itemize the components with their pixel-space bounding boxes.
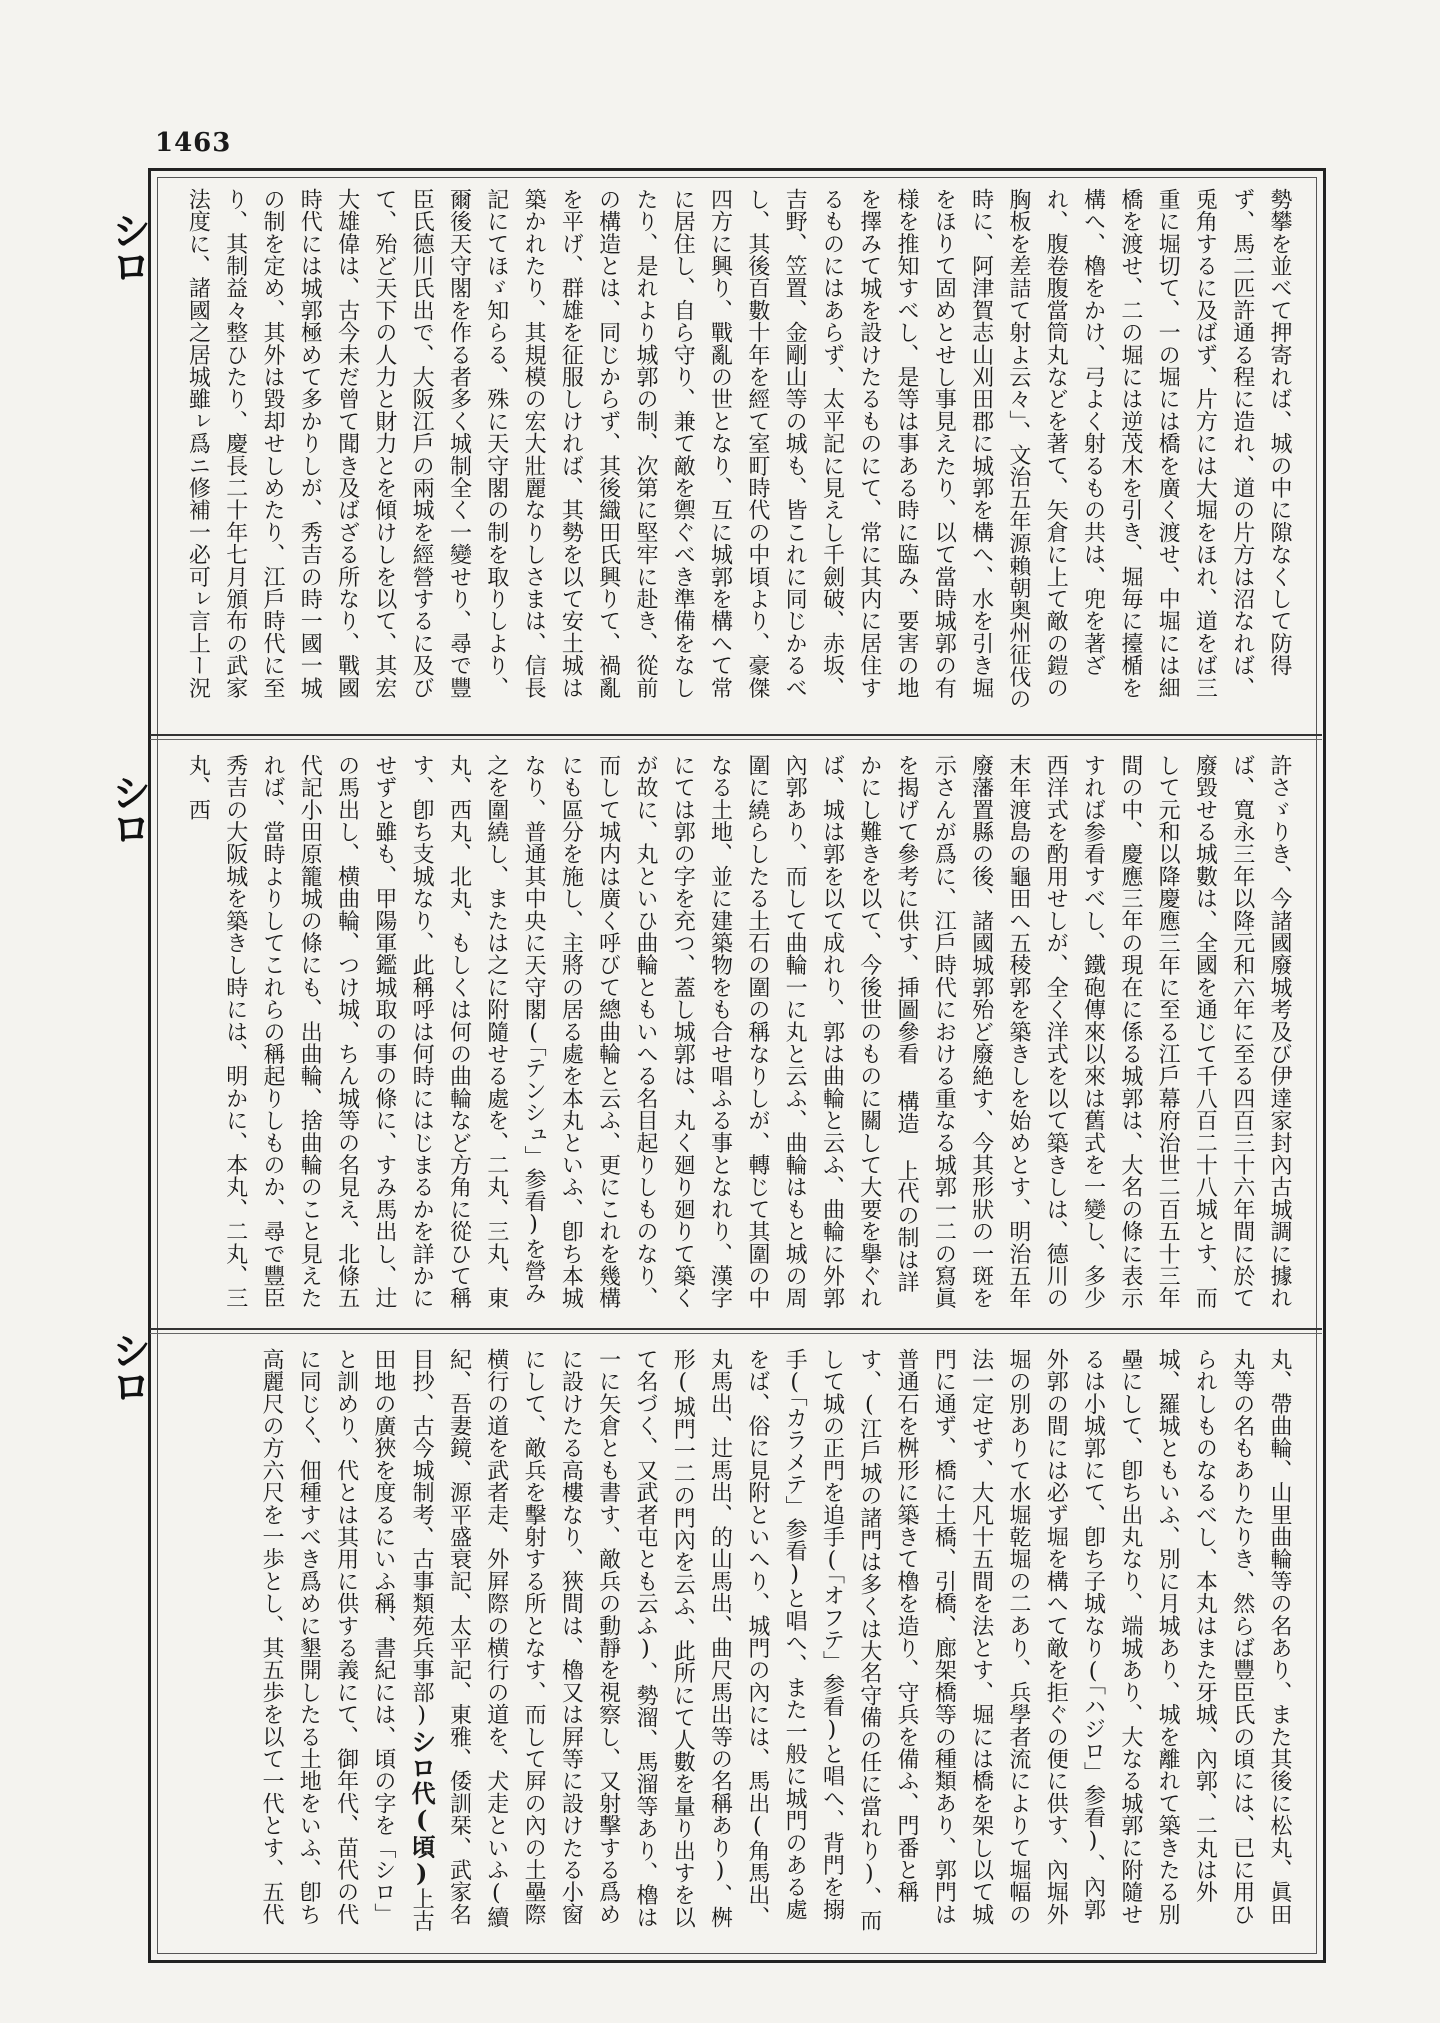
section-divider	[150, 734, 1322, 736]
body-text: 許さゞりき、今諸國廢城考及び伊達家封內古城調に據れば、寬永三年以降元和六年に至る四百三十六年間に於て廢毀せる城數は、全國を通じて千八百二十八城とす、而して元和以降慶應三年に至る江戶幕府治世二百五十三年間の中、慶應三年の現在に係る城郭は、大名の條に表示すれば参看すべし、鐵砲傳來以來は舊式を一變し、多少西洋式を酌用せしが、全く洋式を以て築きしは、德川の末年渡島の龜田へ五稜郭を築きしを始めとす、明治五年廢藩置縣の後、諸國城郭殆ど廢絶す、今其形狀の一斑を示さんが爲に、江戶時代における重なる城郭一二の寫眞を揭げて參考に供す、挿圖參看 構造 上代の制は詳かにし難きを以て、今後世のものに關して大要を擧ぐれば、城は郭を以て成れり、郭は曲輪と云ふ、曲輪に外郭內郭あり、而して曲輪一に丸と云ふ、曲輪はもと城の周圍に繞らしたる土石の圍の稱なりしが、轉じて其圍の中なる土地、並に建築物をも合せ唱ふる事となれり、漢字にては郭の字を充つ、蓋し城郭は、丸く廻り廻りて築くが故に、丸といひ曲輪ともいへる名目起りしものなり、而して城内は廣く呼びて總曲輪と云ふ、更にこれを幾構にも區分を施し、主將の居る處を本丸といふ、卽ち本城なり、普通其中央に天守閣(「テンシュ」参看)を營み之を圍繞し、または之に附隨せる處を、二丸、三丸、東丸、西丸、北丸、もしくは何の曲輪など方角に從ひて稱す、卽ち支城なり、此稱呼は何時にはじまるかを詳かにせずと雖も、甲陽軍鑑城取の事の條に、すみ馬出し、辻の馬出し、横曲輪、つけ城、ちん城等の名見え、北條五代記小田原籠城の條にも、出曲輪、捨曲輪のこと見えたれば、當時よりしてこれらの稱起りしものか、尋で豐臣秀吉の大阪城を築きし時には、明かに、本丸、二丸、三丸、西	[185, 754, 1292, 1309]
entry-heading: シロ	[406, 1728, 437, 1781]
side-headword: シロ	[105, 772, 151, 844]
entry-kanji: 代(頃)	[407, 1780, 437, 1888]
entry-definition: 上古田地の廣狹を度るにいふ稱、書紀には、頃の字を「シロ」と訓めり、代とは其用に供する義にて、御年代、苗代の代に同じく、佃種すべき爲めに墾開したる土地をいふ、卽ち高麗尺の方六尺を一歩とし、其五歩を以て一代とす、五代	[258, 1348, 435, 1933]
body-text	[253, 1348, 1298, 1940]
text-block-top	[150, 174, 1322, 732]
text-block-bottom	[150, 1334, 1322, 1954]
body-text-continued: 丸、帶曲輪、山里曲輪等の名あり、また其後に松丸、眞田丸等の名もありたりき、然らば豐臣氏の頃には、已に用ひられしものなるべし、本丸はまた牙城、內郭、二丸は外城、羅城ともいふ、別に月城あり、城を離れて築きたる別壘にして、卽ち出丸なり、端城あり、大なる城郭に附隨せるは小城郭にて、卽ち子城なり(「ハジロ」参看)、內郭外郭の間には必ず堀を構へて敵を拒ぐの便に供す、內堀外堀の別ありて水堀乾堀の二あり、兵學者流によりて堀幅の法一定せず、大凡十五間を法とす、堀には橋を架し以て城門に通ず、橋に土橋、引橋、廊架橋等の種類あり、郭門は普通石を桝形に築きて櫓を造り、守兵を備ふ、門番と稱す、(江戶城の諸門は多くは大名守備の任に當れり)、而して城の正門を追手(「オフテ」参看)と唱へ、背門を搦手(「カラメテ」参看)と唱へ、また一般に城門のある處をば、俗に見附といへり、城門の內には、馬出(角馬出、丸馬出、辻馬出、的山馬出、曲尺馬出等の名稱あり)、桝形(城門一二の門內を云ふ、此所にて人數を量り出すを以て名づく、又武者屯とも云ふ)、勢溜、馬溜等あり、櫓は一に矢倉とも書す、敵兵の動靜を視察し、又射擊する爲めに設けたる高樓なり、狹間は、櫓又は屛等に設けたる小窗にして、敵兵を擊射する所となす、而して屛の內の土壘際横行の道を武者走、外屛際の横行の道を、犬走といふ(續紀、吾妻鏡、源平盛衰記、太平記、東雅、倭訓栞、武家名目抄、古今城制考、古事類苑兵事部)	[409, 1348, 1292, 1932]
section-divider	[150, 1328, 1322, 1330]
page-number: 1463	[155, 128, 232, 158]
text-block-middle	[150, 740, 1322, 1324]
body-text: 勢攀を並べて押寄れば、城の中に隙なくして防得ず、馬二匹許通る程に造れ、道の片方は沼なれば、兎角するに及ばず、片方には大堀をほれ、道をば三重に堀切て、一の堀には橋を廣く渡せ、中堀には細橋を渡せ、二の堀には逆茂木を引き、堀毎に擡楯を構へ、櫓をかけ、弓よく射るもの共は、兜を著ざれ、腹卷腹當筒丸などを著て、矢倉に上て敵の鎧の胸板を差詰て射よ云々」、文治五年源賴朝奥州征伐の時に、阿津賀志山刈田郡に城郭を構へ、水を引き堀をほりて固めとせし事見えたり、以て當時城郭の有様を推知すべし、是等は事ある時に臨み、要害の地を擇みて城を設けたるものにて、常に其内に居住するものにはあらず、太平記に見えし千劍破、赤坂、吉野、笠置、金剛山等の城も、皆これに同じかるべし、其後百數十年を經て室町時代の中頃より、豪傑四方に興り、戰亂の世となり、互に城郭を構へて常に居住し、自ら守り、兼て敵を禦ぐべき準備をなしたり、是れより城郭の制、次第に堅牢に赴き、從前の構造とは、同じからず、其後織田氏興りて、禍亂を平げ、群雄を征服しければ、其勢を以て安土城は築かれたり、其規模の宏大壯麗なりしさまは、信長記にてほゞ知らる、殊に天守閣の制を取りしより、爾後天守閣を作る者多く城制全く一變せり、尋で豐臣氏德川氏出で、大阪江戶の兩城を經營するに及びて、殆ど天下の人力と財力とを傾けしを以て、其宏大雄偉は、古今未だ曾て聞き及ばざる所なり、戰國時代には城郭極めて多かりしが、秀吉の時一國一城の制を定め、其外は毀却せしめたり、江戶時代に至り、其制益々整ひたり、慶長二十年七月頒布の武家法度に、諸國之居城雖ㇾ爲ニ修補一必可ㇾ言上ー況	[185, 188, 1292, 710]
side-headword: シロ	[105, 1330, 151, 1402]
side-headword: シロ	[105, 210, 151, 282]
